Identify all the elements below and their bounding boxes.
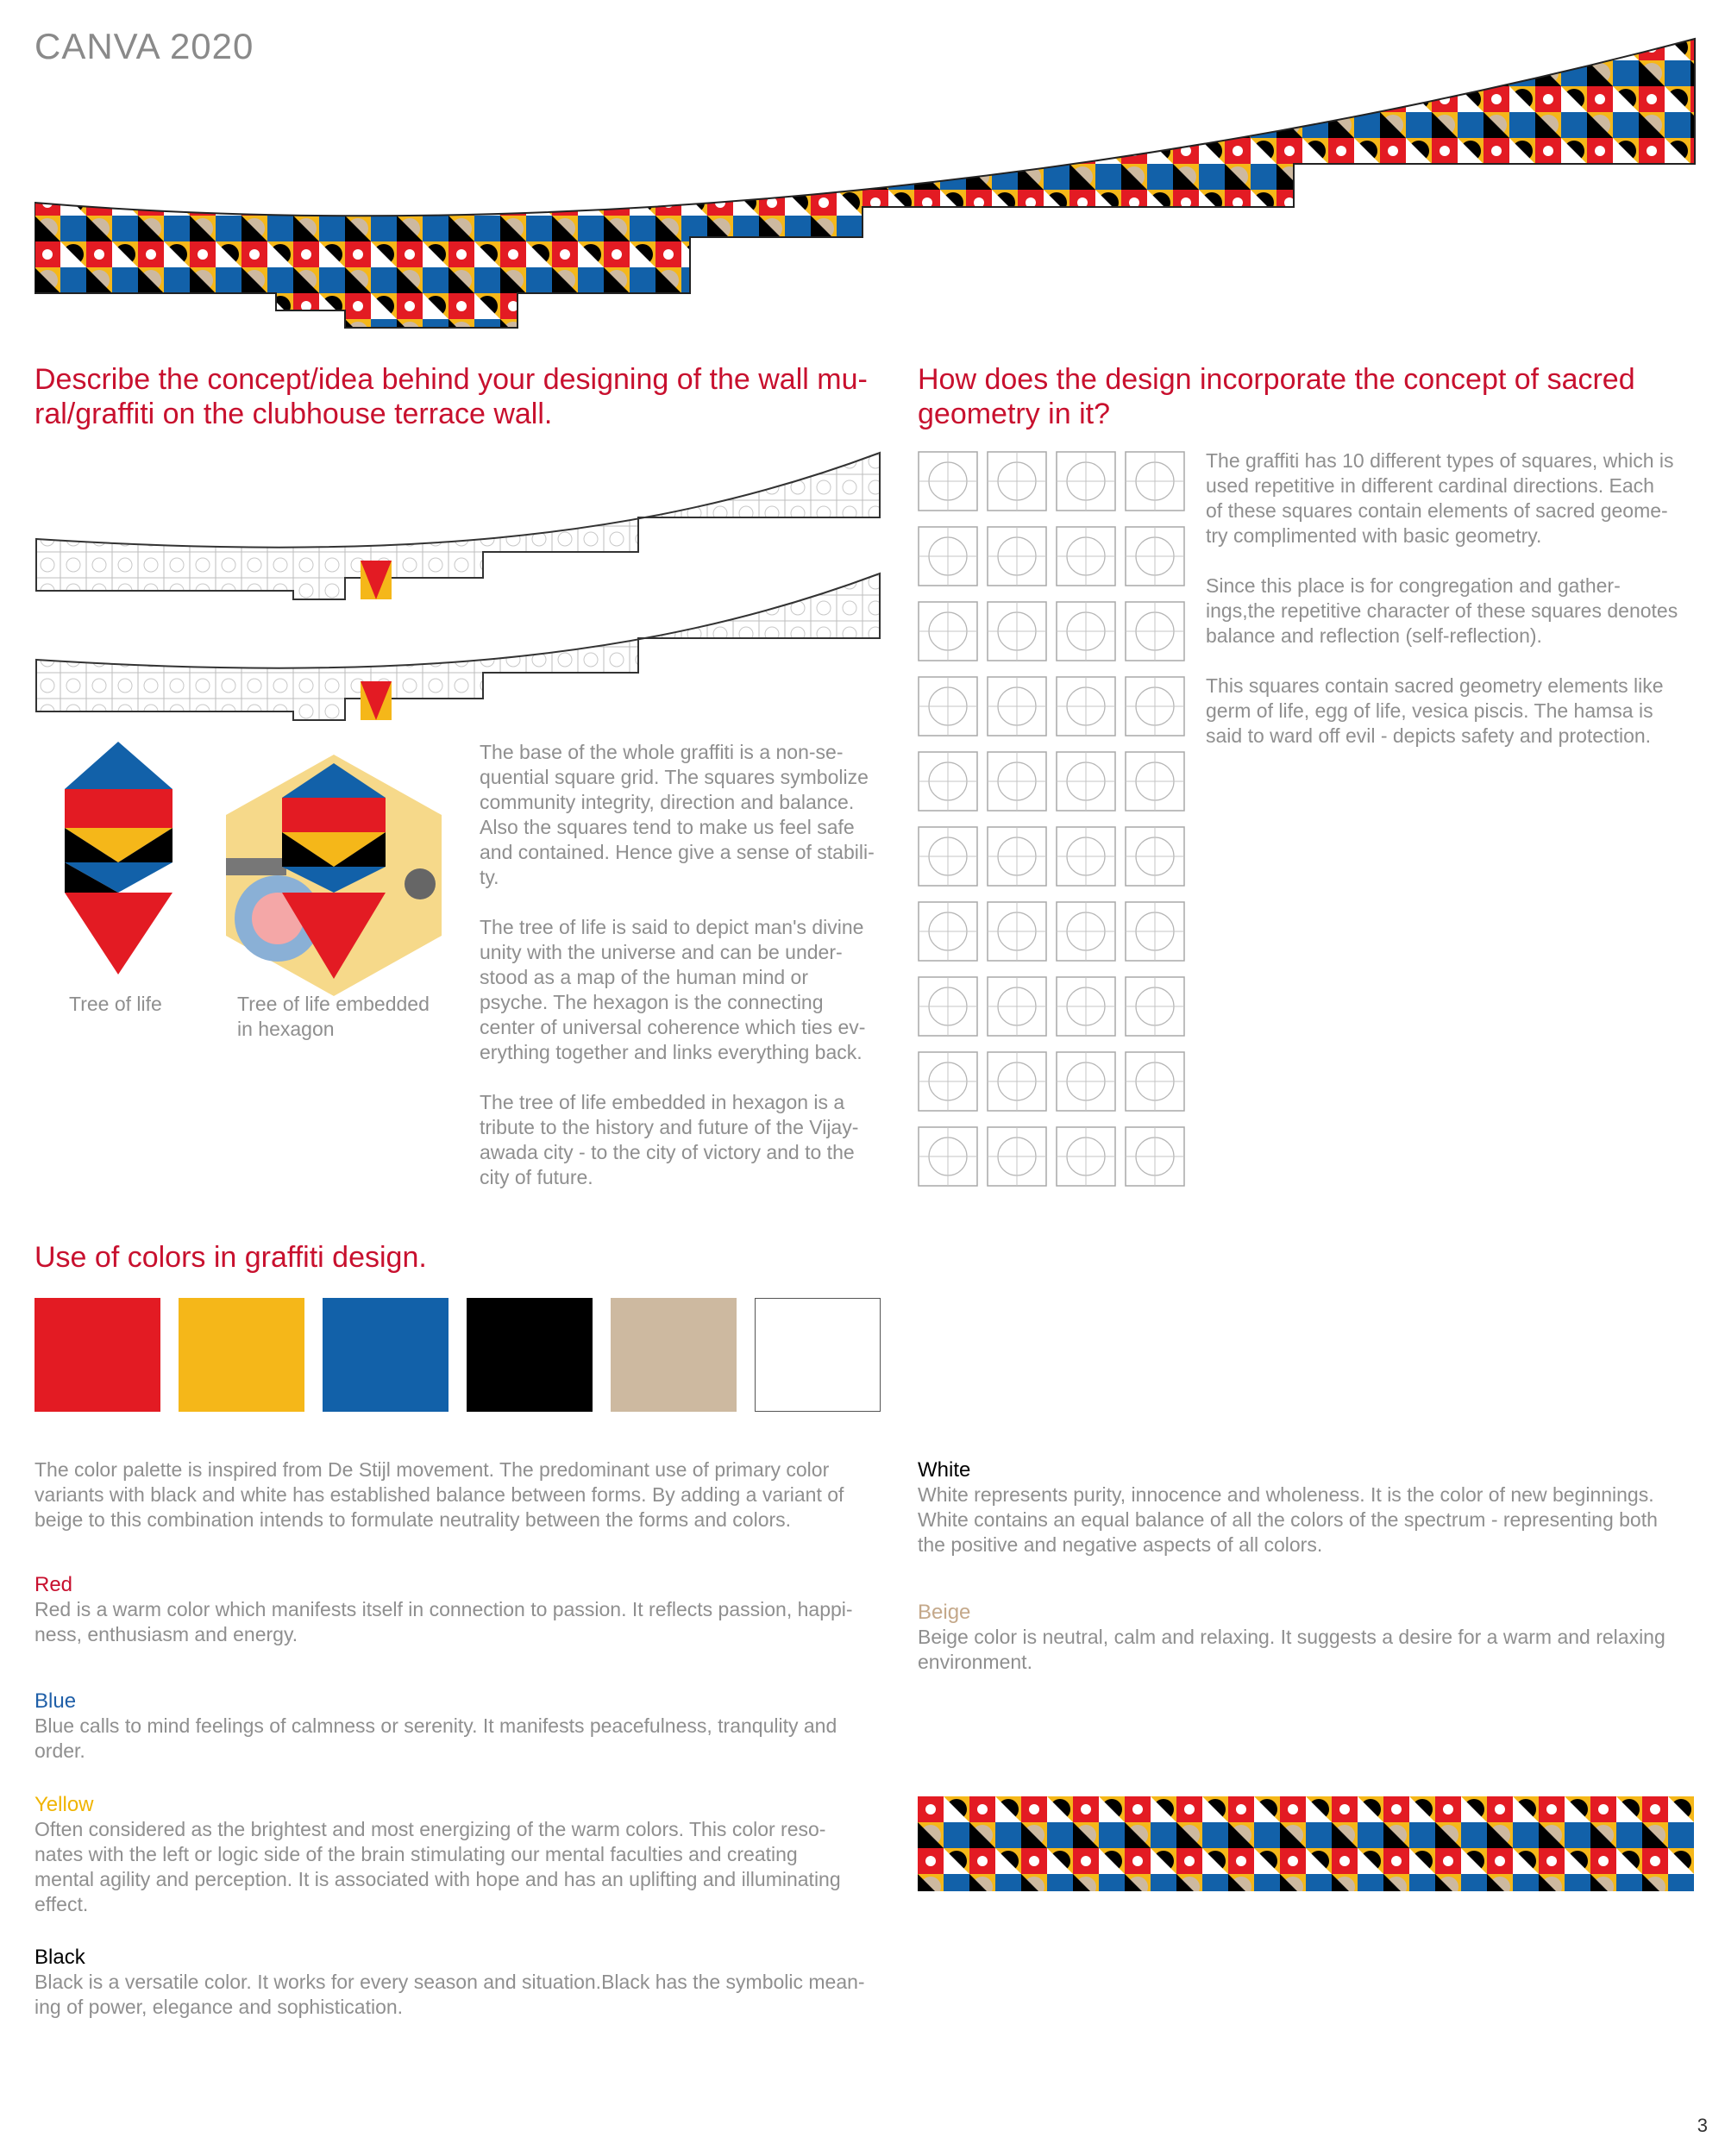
page-number: 3 bbox=[1697, 2115, 1708, 2136]
sacred-geometry-squares-grid bbox=[918, 451, 1187, 1193]
document-title: CANVA 2020 bbox=[34, 26, 254, 66]
swatch-black bbox=[467, 1298, 593, 1412]
concept-body bbox=[480, 740, 881, 1215]
concept-paragraph-1: The base of the whole graffiti is a non-se- quential square grid. The squares symbolize community integrity, direction and balance. Also the squares tend to make us feel safe and contained. Hence give a sense of stabili- ty. bbox=[480, 741, 875, 888]
color-text-red: Red is a warm color which manifests itself in connection to passion. It reflects passion, happi- ness, enthusiasm and energy. bbox=[34, 1598, 853, 1645]
color-text-yellow: Often considered as the brightest and most energizing of the warm colors. This color reso- nates with the left or logic side of the brain stimulating our mental faculties and creating mental agility and perception. It is associated with hope and has an uplifting and illuminating effect. bbox=[34, 1818, 841, 1915]
geometry-square bbox=[1126, 527, 1184, 586]
geometry-square bbox=[988, 527, 1046, 586]
swatch-white bbox=[755, 1298, 881, 1412]
geometry-paragraph-2: Since this place is for congregation and gather- ings,the repetitive character of these squares denotes balance and reflection (self-reflection). bbox=[1206, 574, 1678, 647]
geometry-square bbox=[988, 1052, 1046, 1111]
geometry-square bbox=[919, 1127, 977, 1186]
geometry-square bbox=[1126, 977, 1184, 1036]
mural-banner-top bbox=[34, 34, 1699, 345]
geometry-square bbox=[1126, 677, 1184, 736]
geometry-heading: How does the design incorporate the concept of sacred geometry in it? bbox=[918, 363, 1635, 430]
color-text-black: Black is a versatile color. It works for every season and situation.Black has the symbolic mean- ing of power, elegance and sophistication. bbox=[34, 1971, 865, 2018]
swatch-red bbox=[34, 1298, 160, 1412]
geometry-square bbox=[1126, 902, 1184, 961]
swatch-beige bbox=[611, 1298, 737, 1412]
concept-paragraph-2: The tree of life is said to depict man's divine unity with the universe and can be under- stood as a map of the human mind or psyche. The hexagon is the connecting center of universal coherence which ties ev- erything together and links everything back. bbox=[480, 916, 866, 1063]
geometry-square bbox=[1057, 677, 1115, 736]
color-name-beige: Beige bbox=[918, 1601, 971, 1624]
geometry-square bbox=[1126, 452, 1184, 511]
geometry-square bbox=[1057, 827, 1115, 886]
caption-tree-of-life: Tree of life bbox=[69, 993, 162, 1015]
color-name-yellow: Yellow bbox=[34, 1793, 94, 1816]
geometry-square bbox=[919, 902, 977, 961]
geometry-square bbox=[1057, 902, 1115, 961]
geometry-square bbox=[919, 1052, 977, 1111]
geometry-square bbox=[1126, 1052, 1184, 1111]
geometry-square bbox=[988, 827, 1046, 886]
geometry-square bbox=[1126, 752, 1184, 811]
geometry-square bbox=[919, 977, 977, 1036]
concept-heading: Describe the concept/idea behind your designing of the wall mu- ral/graffiti on the clubhouse terrace wall. bbox=[34, 363, 868, 430]
geometry-square bbox=[1057, 1127, 1115, 1186]
colors-heading: Use of colors in graffiti design. bbox=[34, 1241, 427, 1274]
geometry-square bbox=[1126, 827, 1184, 886]
geometry-square bbox=[1126, 1127, 1184, 1186]
wall-outline-sketch-2 bbox=[34, 569, 884, 742]
tree-in-hexagon-graphic bbox=[226, 755, 442, 996]
geometry-square bbox=[988, 602, 1046, 661]
geometry-paragraph-3: This squares contain sacred geometry elements like germ of life, egg of life, vesica piscis. The hamsa is said to ward off evil - depicts safety and protection. bbox=[1206, 674, 1664, 747]
color-text-white: White represents purity, innocence and wholeness. It is the color of new beginnings. White contains an equal balance of all the colors of the spectrum - representing both the positive and negative aspects of all colors. bbox=[918, 1483, 1658, 1556]
geometry-square bbox=[988, 902, 1046, 961]
geometry-square bbox=[919, 752, 977, 811]
swatch-blue bbox=[323, 1298, 448, 1412]
geometry-square bbox=[919, 527, 977, 586]
color-name-red: Red bbox=[34, 1573, 73, 1596]
color-name-blue: Blue bbox=[34, 1689, 77, 1713]
geometry-square bbox=[919, 452, 977, 511]
geometry-body bbox=[1206, 448, 1702, 774]
geometry-square bbox=[1126, 602, 1184, 661]
geometry-square bbox=[988, 677, 1046, 736]
geometry-square bbox=[988, 752, 1046, 811]
geometry-square bbox=[988, 977, 1046, 1036]
geometry-square bbox=[1057, 452, 1115, 511]
geometry-square bbox=[919, 602, 977, 661]
mural-strip-bottom bbox=[918, 1796, 1694, 1891]
geometry-square bbox=[988, 452, 1046, 511]
geometry-square bbox=[1057, 1052, 1115, 1111]
geometry-square bbox=[1057, 977, 1115, 1036]
swatch-yellow bbox=[179, 1298, 304, 1412]
caption-tree-in-hexagon: Tree of life embedded in hexagon bbox=[237, 993, 430, 1040]
geometry-square bbox=[919, 677, 977, 736]
geometry-square bbox=[919, 827, 977, 886]
geometry-square bbox=[1057, 602, 1115, 661]
geometry-square bbox=[988, 1127, 1046, 1186]
color-text-beige: Beige color is neutral, calm and relaxing. It suggests a desire for a warm and relaxing environment. bbox=[918, 1626, 1665, 1673]
color-name-black: Black bbox=[34, 1946, 85, 1969]
concept-paragraph-3: The tree of life embedded in hexagon is a tribute to the history and future of the Vijay- awada city - to the city of victory and to the city of future. bbox=[480, 1091, 859, 1188]
geometry-square bbox=[1057, 527, 1115, 586]
geometry-paragraph-1: The graffiti has 10 different types of squares, which is used repetitive in different cardinal directions. Each of these squares contain elements of sacred geome- try complimented with basic geometry. bbox=[1206, 449, 1674, 547]
geometry-square bbox=[1057, 752, 1115, 811]
color-name-white: White bbox=[918, 1458, 971, 1482]
tree-of-life-graphic bbox=[65, 742, 172, 975]
color-text-blue: Blue calls to mind feelings of calmness or serenity. It manifests peacefulness, tranqulity and order. bbox=[34, 1714, 837, 1762]
colors-intro: The color palette is inspired from De Stijl movement. The predominant use of primary color variants with black and white has established balance between forms. By adding a variant of beige to this combination intends to formulate neutrality between the forms and colors. bbox=[34, 1458, 844, 1531]
